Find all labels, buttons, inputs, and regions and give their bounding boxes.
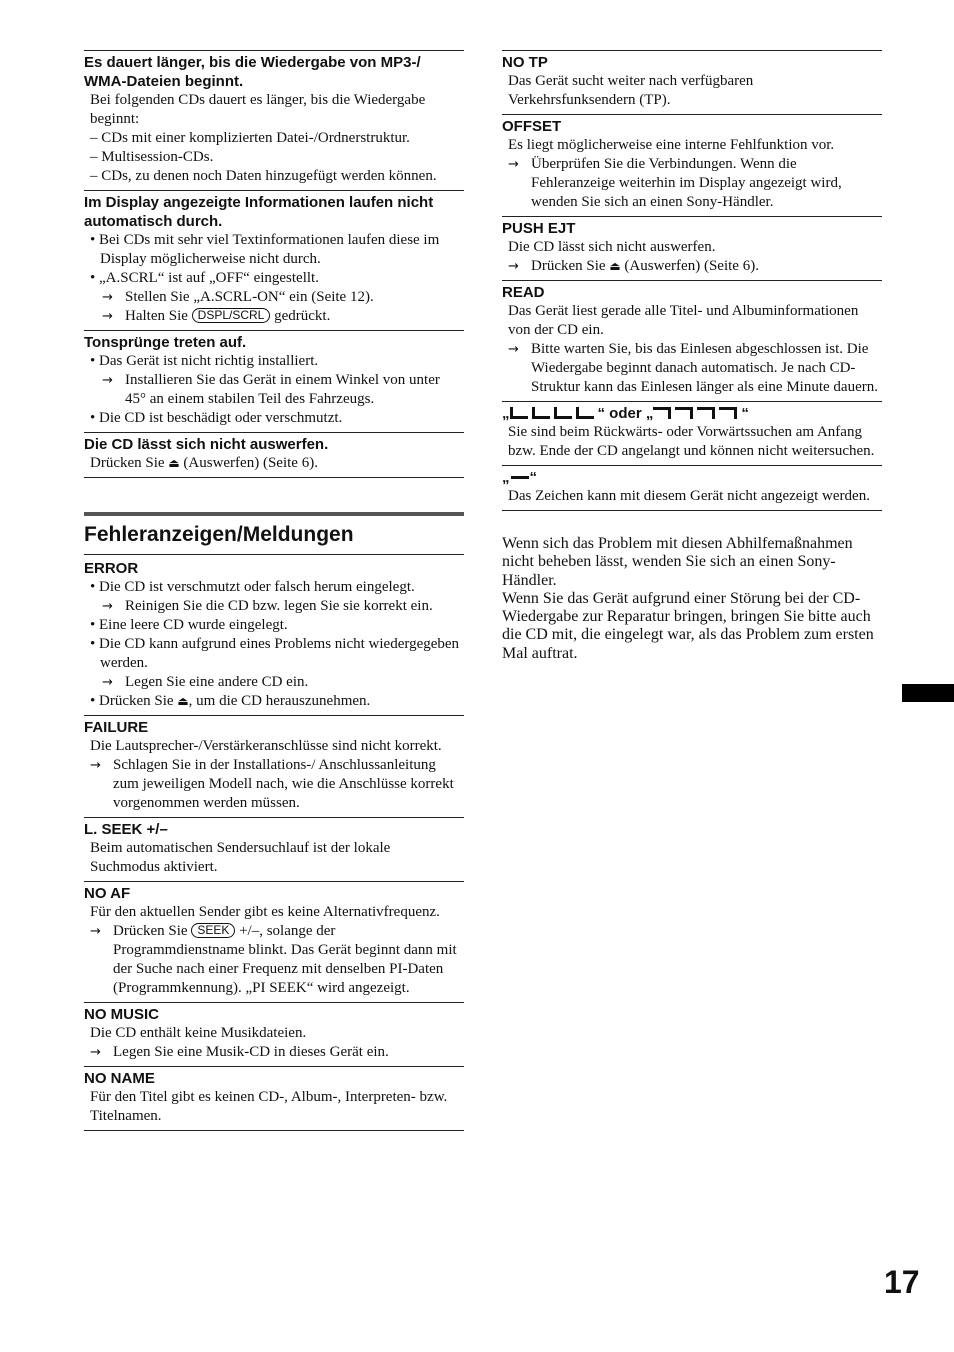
entry-failure	[84, 715, 464, 817]
entry-heading: ERROR	[84, 560, 139, 577]
segment-up-icon	[719, 407, 737, 419]
arrow-right-icon: →	[102, 290, 113, 305]
entry-text: Drücken Sie ⏏ (Auswerfen) (Seite 6).	[90, 455, 318, 471]
seek-button-label: SEEK	[191, 923, 235, 938]
bullet-item: • Die CD ist beschädigt oder verschmutzt.	[90, 410, 343, 426]
entry-dashchar	[502, 465, 882, 511]
entry-heading: „ “ oder „ “	[502, 405, 749, 422]
remedy-step: → Drücken Sie ⏏ (Auswerfen) (Seite 6).	[508, 258, 759, 274]
entry-scroll	[84, 190, 464, 330]
entry-read	[502, 280, 882, 401]
entry-heading: Es dauert länger, bis die Wiedergabe von MP3-/ WMA-Dateien beginnt.	[84, 54, 421, 90]
entry-heading: FAILURE	[84, 719, 149, 736]
left-column	[84, 50, 464, 1131]
entry-heading: OFFSET	[502, 118, 562, 135]
segment-up-icon	[675, 407, 693, 419]
entry-heading: NO AF	[84, 885, 131, 902]
entry-heading: NO NAME	[84, 1070, 155, 1087]
remedy-step: → Drücken Sie SEEK +/–, solange der Programmdienstname blinkt. Das Gerät beginnt dann mit der Suche nach einer Frequenz mit denselben PI-Daten (Programmkennung). „PI SEEK“ wird angezeigt.	[90, 923, 457, 996]
list-item: – Multisession-CDs.	[90, 149, 214, 165]
entry-heading: PUSH EJT	[502, 220, 576, 237]
closing-paragraph: Wenn sich das Problem mit diesen Abhilfemaßnahmen nicht beheben lässt, wenden Sie sich an einen Sony-Händler.	[502, 535, 853, 589]
eject-icon: ⏏	[177, 694, 189, 708]
entry-text: Das Gerät liest gerade alle Titel- und Albuminformationen von der CD ein.	[508, 303, 859, 338]
entry-segments	[502, 401, 882, 465]
entry-heading: Tonsprünge treten auf.	[84, 334, 247, 351]
arrow-right-icon: →	[102, 599, 113, 614]
entry-heading: NO MUSIC	[84, 1006, 159, 1023]
bullet-item: • Drücken Sie ⏏, um die CD herauszunehmen.	[90, 693, 371, 709]
entry-text: Für den Titel gibt es keinen CD-, Album-, Interpreten- bzw. Titelnamen.	[90, 1089, 448, 1124]
right-column	[502, 50, 882, 663]
entry-text: Sie sind beim Rückwärts- oder Vorwärtssuchen am Anfang bzw. Ende der CD angelangt und können nicht weitersuchen.	[508, 424, 875, 459]
closing-text	[502, 535, 882, 663]
remedy-step: → Legen Sie eine Musik-CD in dieses Gerät ein.	[90, 1044, 389, 1060]
remedy-step: → Legen Sie eine andere CD ein.	[102, 674, 309, 690]
entry-notp	[502, 50, 882, 114]
entry-noaf	[84, 881, 464, 1002]
entry-skip	[84, 330, 464, 432]
entry-heading: L. SEEK +/–	[84, 821, 168, 838]
arrow-right-icon: →	[90, 1045, 101, 1060]
entry-text: Für den aktuellen Sender gibt es keine Alternativfrequenz.	[90, 904, 440, 920]
arrow-right-icon: →	[508, 157, 519, 172]
entry-heading: Im Display angezeigte Informationen laufen nicht automatisch durch.	[84, 194, 434, 230]
entry-text: Es liegt möglicherweise eine interne Fehlfunktion vor.	[508, 137, 835, 153]
segment-down-icon	[532, 407, 550, 419]
entry-noname	[84, 1066, 464, 1131]
entry-pushejt	[502, 216, 882, 280]
section-title: Fehleranzeigen/Meldungen	[84, 512, 464, 555]
remedy-step: → Bitte warten Sie, bis das Einlesen abgeschlossen ist. Die Wiedergabe beginnt danach automatisch. Je nach CD-Struktur kann das Einlesen länger als eine Minute dauern.	[508, 341, 878, 395]
segment-down-icons	[510, 405, 598, 422]
entry-lseek	[84, 817, 464, 881]
bullet-item: • Eine leere CD wurde eingelegt.	[90, 617, 288, 633]
remedy-step: → Schlagen Sie in der Installations-/ Anschlussanleitung zum jeweiligen Modell nach, wie die Anschlüsse korrekt vorgenommen werden müssen.	[90, 757, 454, 811]
bullet-item: • „A.SCRL“ ist auf „OFF“ eingestellt.	[90, 270, 319, 286]
entry-text: Die CD enthält keine Musikdateien.	[90, 1025, 307, 1041]
bullet-item: • Die CD kann aufgrund eines Problems nicht wiedergegeben werden.	[90, 636, 460, 671]
bullet-item: • Das Gerät ist nicht richtig installiert.	[90, 353, 319, 369]
entry-heading: „ “	[502, 469, 537, 486]
entry-text: Das Gerät sucht weiter nach verfügbaren Verkehrsfunksendern (TP).	[508, 73, 754, 108]
remedy-step: → Reinigen Sie die CD bzw. legen Sie sie korrekt ein.	[102, 598, 433, 614]
segment-down-icon	[510, 407, 528, 419]
remedy-step: → Installieren Sie das Gerät in einem Winkel von unter 45° an einem stabilen Teil des Fahrzeugs.	[102, 372, 440, 407]
entry-heading: NO TP	[502, 54, 548, 71]
entry-text: Bei folgenden CDs dauert es länger, bis die Wiedergabe beginnt:	[90, 92, 426, 127]
segment-middle-icon	[511, 476, 529, 479]
entry-heading: READ	[502, 284, 545, 301]
segment-down-icon	[554, 407, 572, 419]
entry-text: Die Lautsprecher-/Verstärkeranschlüsse sind nicht korrekt.	[90, 738, 442, 754]
entry-mp3-delay	[84, 50, 464, 190]
remedy-step: → Überprüfen Sie die Verbindungen. Wenn die Fehleranzeige weiterhin im Display angezeigt wird, wenden Sie sich an einen Sony-Händler.	[508, 156, 842, 210]
arrow-right-icon: →	[102, 373, 113, 388]
arrow-right-icon: →	[508, 342, 519, 357]
entry-offset	[502, 114, 882, 216]
remedy-step: → Stellen Sie „A.SCRL-ON“ ein (Seite 12).	[102, 289, 374, 305]
closing-paragraph: Wenn Sie das Gerät aufgrund einer Störung bei der CD-Wiedergabe zur Reparatur bringen, bringen Sie bitte auch die CD mit, die eingelegt war, als das Problem zum ersten Mal auftrat.	[502, 589, 874, 662]
bullet-item: • Bei CDs mit sehr viel Textinformationen laufen diese im Display möglicherweise nicht durch.	[90, 232, 440, 267]
chapter-tab-marker	[902, 684, 954, 702]
arrow-right-icon: →	[102, 675, 113, 690]
arrow-right-icon: →	[508, 259, 519, 274]
entry-eject	[84, 432, 464, 478]
segment-down-icon	[576, 407, 594, 419]
arrow-right-icon: →	[102, 309, 113, 324]
arrow-right-icon: →	[90, 758, 101, 773]
entry-heading: Die CD lässt sich nicht auswerfen.	[84, 436, 329, 453]
eject-icon: ⏏	[168, 456, 180, 470]
bullet-item: • Die CD ist verschmutzt oder falsch herum eingelegt.	[90, 579, 415, 595]
list-item: – CDs, zu denen noch Daten hinzugefügt werden können.	[90, 168, 437, 184]
entry-error	[84, 557, 464, 715]
entry-text: Beim automatischen Sendersuchlauf ist der lokale Suchmodus aktiviert.	[90, 840, 391, 875]
entry-text: Die CD lässt sich nicht auswerfen.	[508, 239, 716, 255]
segment-up-icon	[697, 407, 715, 419]
arrow-right-icon: →	[90, 924, 101, 939]
entry-text: Das Zeichen kann mit diesem Gerät nicht angezeigt werden.	[508, 488, 870, 504]
segment-up-icon	[653, 407, 671, 419]
page-number: 17	[884, 1264, 920, 1300]
entry-nomusic	[84, 1002, 464, 1066]
segment-up-icons	[653, 405, 741, 422]
list-item: – CDs mit einer komplizierten Datei-/Ordnerstruktur.	[90, 130, 410, 146]
dspl-scrl-button-label: DSPL/SCRL	[192, 308, 271, 323]
eject-icon: ⏏	[609, 259, 621, 273]
remedy-step: → Halten Sie DSPL/SCRL gedrückt.	[102, 308, 331, 324]
